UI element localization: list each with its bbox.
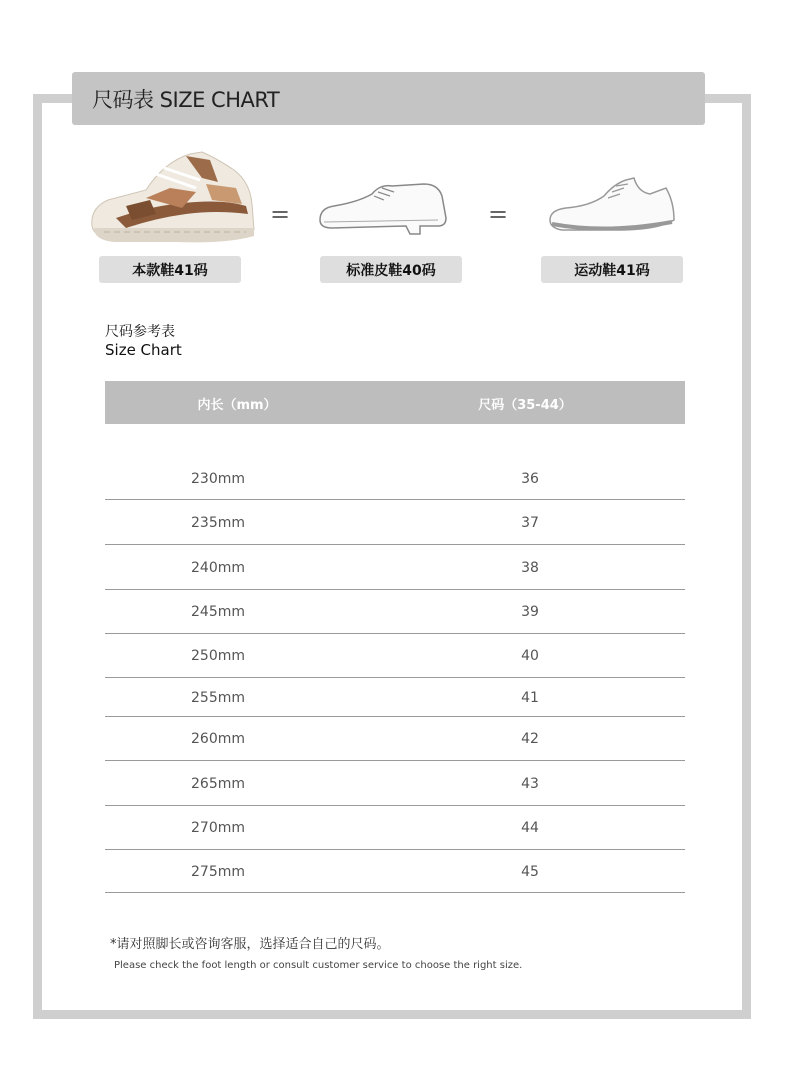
table-row <box>105 678 685 717</box>
cell-size: 36 <box>521 471 539 487</box>
cell-length: 245mm <box>191 604 245 620</box>
column-header-length: 内长（mm） <box>197 398 277 413</box>
table-row <box>105 500 685 545</box>
cell-size: 40 <box>521 648 539 664</box>
note-en: Please check the foot length or consult customer service to choose the right size. <box>114 960 523 971</box>
chunky-sneaker-photo <box>86 148 258 248</box>
equals-sign: = <box>488 200 509 228</box>
cell-length: 260mm <box>191 731 245 747</box>
leather-dress-shoe-outline-icon <box>318 180 450 242</box>
page-title: 尺码表 SIZE CHART <box>92 87 280 112</box>
cell-length: 270mm <box>191 820 245 836</box>
cell-size: 37 <box>521 514 539 531</box>
cell-size: 42 <box>521 731 539 747</box>
section-title <box>105 323 182 360</box>
table-row <box>105 458 685 500</box>
cell-size: 39 <box>521 604 539 620</box>
note-cn: *请对照脚长或咨询客服，选择适合自己的尺码。 <box>110 937 390 952</box>
table-row <box>105 590 685 634</box>
equals-sign: = <box>270 200 291 228</box>
running-shoe-outline-icon <box>546 176 678 242</box>
table-header <box>105 381 685 424</box>
cell-length: 255mm <box>191 689 245 706</box>
table-row <box>105 761 685 806</box>
cell-length: 235mm <box>191 514 245 531</box>
cell-size: 43 <box>521 775 539 792</box>
table-row <box>105 806 685 850</box>
cell-length: 230mm <box>191 471 245 487</box>
leather-shoe-size-label: 标准皮鞋40码 <box>320 256 462 283</box>
cell-length: 240mm <box>191 559 245 576</box>
table-row <box>105 850 685 893</box>
cell-length: 275mm <box>191 863 245 880</box>
cell-size: 41 <box>521 689 539 706</box>
cell-length: 265mm <box>191 775 245 792</box>
table-row <box>105 545 685 590</box>
section-title-cn: 尺码参考表 <box>105 324 175 340</box>
cell-size: 38 <box>521 559 539 576</box>
column-header-size: 尺码（35-44） <box>478 398 572 413</box>
cell-length: 250mm <box>191 648 245 664</box>
sports-shoe-size-label: 运动鞋41码 <box>541 256 683 283</box>
cell-size: 45 <box>521 863 539 880</box>
cell-size: 44 <box>521 820 539 836</box>
table-row <box>105 634 685 678</box>
title-bar <box>72 72 705 125</box>
product-size-label: 本款鞋41码 <box>99 256 241 283</box>
table-row <box>105 717 685 761</box>
section-title-en: Size Chart <box>105 341 182 359</box>
